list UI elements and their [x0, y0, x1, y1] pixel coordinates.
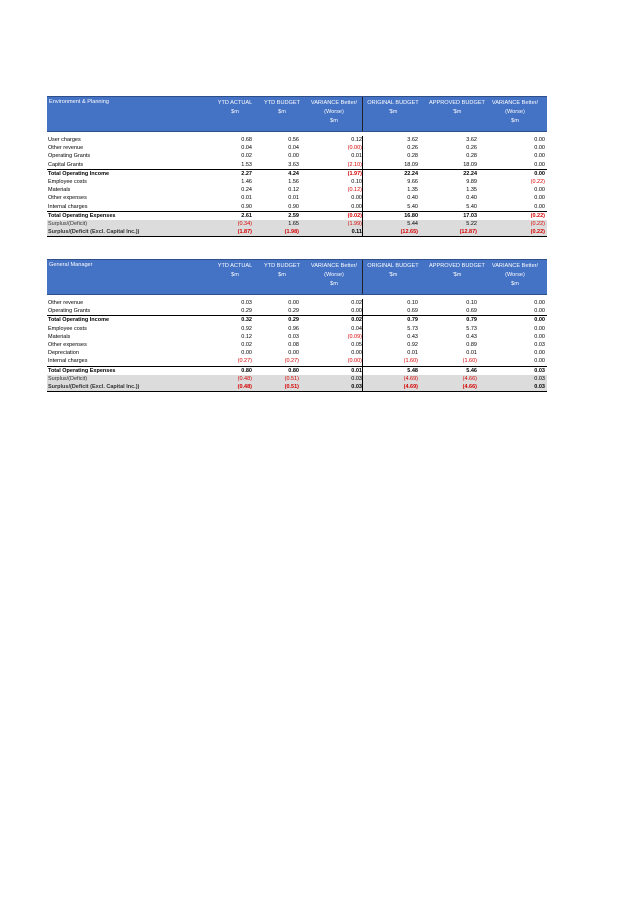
table-row	[47, 341, 547, 349]
cell-value: 18.09	[404, 161, 418, 168]
column-divider	[362, 349, 363, 357]
cell-value: 0.03	[534, 383, 545, 390]
column-divider	[362, 136, 363, 144]
cell-value: 0.92	[241, 325, 252, 332]
cell-value: (0.00)	[347, 145, 362, 152]
cell-value: 0.28	[407, 153, 418, 160]
row-label: Surplus/(Deficit (Excl. Capital Inc.))	[48, 229, 140, 236]
column-header: YTD ACTUAL $m	[217, 263, 253, 278]
cell-value: (0.12)	[347, 187, 362, 194]
cell-value: 0.02	[351, 300, 362, 306]
table-row	[47, 307, 547, 315]
row-label: Depreciation	[48, 350, 79, 357]
general-manager-table	[47, 259, 547, 392]
cell-value: 1.65	[288, 220, 299, 227]
cell-value: 0.12	[288, 187, 299, 194]
table-row	[47, 299, 547, 307]
cell-value: 0.28	[466, 153, 477, 160]
cell-value: 0.68	[241, 137, 252, 143]
cell-value: 2.27	[241, 170, 252, 177]
cell-value: (1.60)	[403, 358, 418, 365]
column-header: APPROVED BUDGET '$m	[429, 100, 485, 115]
cell-value: (0.22)	[530, 178, 545, 185]
cell-value: 0.00	[288, 300, 299, 306]
cell-value: 0.00	[534, 137, 545, 143]
cell-value: 0.80	[288, 367, 299, 374]
column-divider	[362, 299, 363, 307]
cell-value: 3.62	[407, 137, 418, 143]
column-header: YTD ACTUAL $m	[217, 100, 253, 115]
cell-value: 0.12	[241, 333, 252, 340]
table-title: Environment & Planning	[49, 99, 110, 105]
row-label: Total Operating Income	[48, 170, 110, 177]
cell-value: 0.92	[407, 341, 418, 348]
table-row	[47, 315, 547, 324]
cell-value: 0.02	[241, 153, 252, 160]
cell-value: 0.03	[351, 383, 362, 390]
cell-value: 1.35	[407, 187, 418, 194]
cell-value: (0.22)	[530, 229, 545, 236]
table-row	[47, 349, 547, 357]
cell-value: 0.08	[288, 341, 299, 348]
column-header: ORIGINAL BUDGET '$m	[367, 263, 419, 278]
column-divider	[362, 220, 363, 228]
column-divider	[362, 144, 363, 152]
column-divider	[362, 333, 363, 341]
cell-value: 0.29	[241, 308, 252, 315]
table-row	[47, 383, 547, 392]
table-row	[47, 228, 547, 237]
cell-value: 0.80	[241, 367, 252, 374]
cell-value: (0.34)	[237, 220, 252, 227]
cell-value: (4.66)	[462, 383, 477, 390]
cell-value: 0.89	[466, 341, 477, 348]
cell-value: (1.60)	[462, 358, 477, 365]
cell-value: 0.00	[534, 153, 545, 160]
column-divider	[362, 203, 363, 211]
cell-value: 0.02	[351, 317, 362, 324]
row-label: Other expenses	[48, 195, 87, 202]
cell-value: 0.02	[241, 341, 252, 348]
cell-value: 0.00	[534, 300, 545, 306]
cell-value: 1.53	[241, 161, 252, 168]
cell-value: 0.00	[351, 350, 362, 357]
cell-value: 0.00	[351, 203, 362, 210]
cell-value: (0.27)	[284, 358, 299, 365]
cell-value: 0.56	[288, 137, 299, 143]
cell-value: 0.10	[407, 300, 418, 306]
cell-value: (0.48)	[237, 383, 252, 390]
column-divider	[362, 325, 363, 333]
cell-value: 0.40	[466, 195, 477, 202]
cell-value: (2.10)	[347, 161, 362, 168]
table-header	[47, 259, 547, 295]
cell-value: 18.09	[463, 161, 477, 168]
cell-value: (0.51)	[284, 383, 299, 390]
column-divider	[362, 178, 363, 186]
cell-value: 5.48	[407, 367, 418, 374]
row-label: User charges	[48, 137, 81, 143]
column-header: VARIANCE Better/ (Worse) $m	[310, 100, 358, 124]
cell-value: 0.69	[466, 308, 477, 315]
table-row	[47, 178, 547, 186]
environment-planning-table	[47, 96, 547, 237]
cell-value: 0.00	[534, 203, 545, 210]
row-label: Other revenue	[48, 300, 84, 306]
cell-value: 0.05	[351, 341, 362, 348]
cell-value: 5.73	[466, 325, 477, 332]
cell-value: (12.87)	[459, 229, 477, 236]
cell-value: 0.03	[351, 375, 362, 382]
cell-value: 0.03	[534, 341, 545, 348]
cell-value: 1.35	[466, 187, 477, 194]
row-label: Materials	[48, 333, 71, 340]
cell-value: 0.00	[534, 161, 545, 168]
cell-value: 0.00	[534, 145, 545, 152]
cell-value: 0.24	[241, 187, 252, 194]
column-header: APPROVED BUDGET '$m	[429, 263, 485, 278]
row-label: Total Operating Income	[48, 317, 110, 324]
row-label: Total Operating Expenses	[48, 367, 116, 374]
cell-value: 0.01	[288, 195, 299, 202]
cell-value: 0.43	[466, 333, 477, 340]
cell-value: 0.00	[534, 195, 545, 202]
column-header: YTD BUDGET $m	[263, 100, 301, 115]
cell-value: 16.80	[404, 212, 418, 219]
column-divider	[362, 161, 363, 169]
cell-value: 0.11	[351, 229, 362, 236]
cell-value: 0.01	[241, 195, 252, 202]
cell-value: (1.98)	[284, 229, 299, 236]
cell-value: 0.00	[534, 333, 545, 340]
cell-value: 0.69	[407, 308, 418, 315]
cell-value: 0.00	[534, 170, 545, 177]
cell-value: 0.00	[288, 153, 299, 160]
cell-value: (4.69)	[403, 383, 418, 390]
cell-value: 3.62	[466, 137, 477, 143]
column-divider	[362, 152, 363, 160]
cell-value: (0.09)	[347, 333, 362, 340]
cell-value: (0.02)	[347, 212, 362, 219]
column-divider	[362, 186, 363, 194]
cell-value: 17.03	[463, 212, 477, 219]
cell-value: 0.00	[534, 317, 545, 324]
cell-value: 0.00	[241, 350, 252, 357]
cell-value: 0.01	[466, 350, 477, 357]
cell-value: 0.96	[288, 325, 299, 332]
cell-value: (0.00)	[347, 358, 362, 365]
cell-value: 0.00	[534, 358, 545, 365]
cell-value: 0.00	[534, 325, 545, 332]
cell-value: 5.44	[407, 220, 418, 227]
column-divider	[362, 367, 363, 375]
cell-value: 0.00	[534, 308, 545, 315]
cell-value: 0.43	[407, 333, 418, 340]
cell-value: 5.73	[407, 325, 418, 332]
cell-value: 3.63	[288, 161, 299, 168]
cell-value: 0.03	[534, 367, 545, 374]
cell-value: 1.46	[241, 178, 252, 185]
table-row	[47, 136, 547, 144]
row-label: Surplus/(Deficit)	[48, 220, 88, 227]
cell-value: 0.26	[407, 145, 418, 152]
cell-value: 0.12	[351, 137, 362, 143]
cell-value: 2.61	[241, 212, 252, 219]
row-label: Operating Grants	[48, 308, 91, 315]
cell-value: 0.00	[534, 350, 545, 357]
row-label: Materials	[48, 187, 71, 194]
row-label: Employee costs	[48, 178, 87, 185]
row-label: Other revenue	[48, 145, 84, 152]
table-row	[47, 211, 547, 220]
table-row	[47, 152, 547, 160]
column-header: VARIANCE Better/ (Worse) $m	[491, 100, 539, 124]
cell-value: 5.40	[466, 203, 477, 210]
table-row	[47, 161, 547, 169]
column-header: YTD BUDGET $m	[263, 263, 301, 278]
table-row	[47, 375, 547, 383]
cell-value: (1.99)	[347, 220, 362, 227]
cell-value: (0.22)	[530, 220, 545, 227]
cell-value: (1.97)	[347, 170, 362, 177]
table-row	[47, 186, 547, 194]
cell-value: 0.03	[241, 300, 252, 306]
cell-value: 0.90	[241, 203, 252, 210]
row-label: Other expenses	[48, 341, 87, 348]
cell-value: 5.22	[466, 220, 477, 227]
cell-value: 5.46	[466, 367, 477, 374]
column-header: ORIGINAL BUDGET '$m	[367, 100, 419, 115]
table-row	[47, 220, 547, 228]
cell-value: 0.10	[351, 178, 362, 185]
row-label: Surplus/(Deficit)	[48, 375, 88, 382]
cell-value: 0.01	[351, 367, 362, 374]
cell-value: (4.66)	[462, 375, 477, 382]
column-divider	[362, 307, 363, 315]
row-label: Internal charges	[48, 203, 88, 210]
row-label: Employee costs	[48, 325, 87, 332]
cell-value: 0.04	[241, 145, 252, 152]
row-label: Operating Grants	[48, 153, 91, 160]
cell-value: 0.00	[351, 308, 362, 315]
cell-value: (0.22)	[530, 212, 545, 219]
column-divider	[362, 341, 363, 349]
column-divider	[362, 194, 363, 202]
cell-value: 9.66	[407, 178, 418, 185]
cell-value: (0.51)	[284, 375, 299, 382]
row-label: Surplus/(Deficit (Excl. Capital Inc.))	[48, 383, 140, 390]
cell-value: 0.00	[534, 187, 545, 194]
cell-value: 0.01	[351, 153, 362, 160]
row-label: Internal charges	[48, 358, 88, 365]
cell-value: 0.03	[534, 375, 545, 382]
cell-value: 2.59	[288, 212, 299, 219]
table-row	[47, 366, 547, 375]
cell-value: 0.79	[407, 317, 418, 324]
column-divider	[362, 357, 363, 365]
cell-value: 5.40	[407, 203, 418, 210]
table-row	[47, 357, 547, 365]
cell-value: (4.69)	[403, 375, 418, 382]
cell-value: 0.40	[407, 195, 418, 202]
table-row	[47, 169, 547, 178]
cell-value: 1.56	[288, 178, 299, 185]
cell-value: 0.04	[288, 145, 299, 152]
column-divider	[362, 228, 363, 236]
cell-value: 22.24	[463, 170, 477, 177]
table-row	[47, 203, 547, 211]
table-title: General Manager	[49, 262, 93, 268]
cell-value: 0.03	[288, 333, 299, 340]
cell-value: (12.65)	[400, 229, 418, 236]
column-header: VARIANCE Better/ (Worse) $m	[491, 263, 539, 287]
header-divider	[362, 97, 363, 131]
column-divider	[362, 383, 363, 391]
column-divider	[362, 375, 363, 383]
column-divider	[362, 316, 363, 324]
cell-value: 9.89	[466, 178, 477, 185]
cell-value: 22.24	[404, 170, 418, 177]
column-divider	[362, 212, 363, 220]
table-row	[47, 144, 547, 152]
table-row	[47, 325, 547, 333]
cell-value: 0.79	[466, 317, 477, 324]
column-divider	[362, 170, 363, 178]
cell-value: 0.29	[288, 317, 299, 324]
cell-value: (1.87)	[237, 229, 252, 236]
cell-value: 0.32	[241, 317, 252, 324]
cell-value: 0.00	[351, 195, 362, 202]
cell-value: 0.00	[288, 350, 299, 357]
column-header: VARIANCE Better/ (Worse) $m	[310, 263, 358, 287]
header-divider	[362, 260, 363, 294]
cell-value: 4.24	[288, 170, 299, 177]
table-row	[47, 194, 547, 202]
row-label: Capital Grants	[48, 161, 84, 168]
cell-value: 0.04	[351, 325, 362, 332]
cell-value: 0.01	[407, 350, 418, 357]
cell-value: (0.27)	[237, 358, 252, 365]
table-header	[47, 96, 547, 132]
table-row	[47, 333, 547, 341]
cell-value: 0.90	[288, 203, 299, 210]
row-label: Total Operating Expenses	[48, 212, 116, 219]
cell-value: (0.48)	[237, 375, 252, 382]
cell-value: 0.10	[466, 300, 477, 306]
cell-value: 0.26	[466, 145, 477, 152]
cell-value: 0.29	[288, 308, 299, 315]
